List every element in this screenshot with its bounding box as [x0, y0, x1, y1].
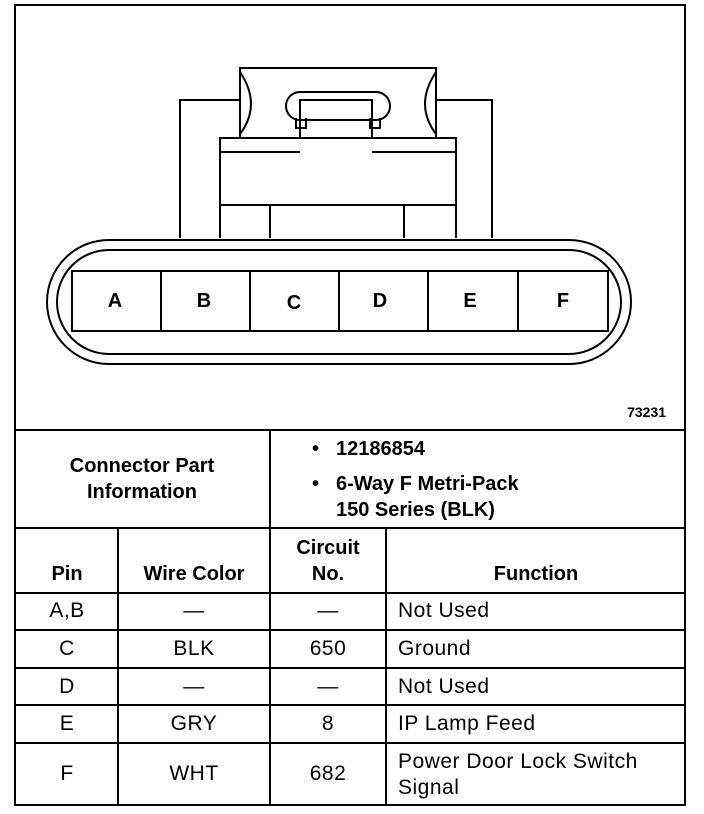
figure-number: 73231: [627, 404, 666, 420]
row-3-wire-color: —: [183, 675, 205, 698]
housing-right-outline: [436, 100, 492, 238]
row-4-pin: E: [59, 712, 75, 735]
header-wire-color: Wire Color: [143, 563, 245, 585]
row-2-pin: C: [59, 637, 75, 660]
pin-label-b: B: [196, 290, 212, 312]
row-1-pin: A,B: [49, 599, 85, 622]
row-2-function: Ground: [398, 637, 472, 660]
pin-label-a: A: [107, 290, 123, 312]
pin-label-e: E: [463, 290, 477, 312]
housing-left-outline: [180, 100, 240, 238]
header-circuit-line1: Circuit: [296, 537, 360, 559]
row-1-function: Not Used: [398, 599, 490, 622]
connector-info-label-line2: Information: [87, 481, 197, 503]
header-circuit-line2: No.: [311, 563, 345, 585]
bullet-2: •: [312, 473, 320, 495]
bullet-1: •: [312, 438, 320, 460]
pin-label-f: F: [556, 290, 570, 312]
part-description-line1: 6-Way F Metri-Pack: [336, 473, 519, 495]
lock-tab: [240, 68, 436, 138]
pin-label-d: D: [372, 290, 388, 312]
row-3-circuit: —: [317, 675, 339, 698]
part-description-line2: 150 Series (BLK): [336, 499, 495, 521]
row-5-circuit: 682: [309, 762, 347, 785]
pin-label-c: C: [286, 292, 302, 314]
row-2-circuit: 650: [309, 637, 347, 660]
row-5-wire-color: WHT: [169, 762, 219, 785]
row-3-pin: D: [59, 675, 75, 698]
header-pin: Pin: [51, 563, 83, 585]
connector-info-label-line1: Connector Part: [69, 455, 215, 477]
lock-slot: [286, 92, 390, 120]
row-5-function-line2: Signal: [398, 776, 460, 799]
lock-tab-left-curve: [240, 72, 251, 134]
part-number: 12186854: [336, 438, 425, 460]
row-1-wire-color: —: [183, 599, 205, 622]
lock-tab-right-curve: [425, 72, 436, 134]
row-4-function: IP Lamp Feed: [398, 712, 536, 735]
row-5-function-line1: Power Door Lock Switch: [398, 750, 638, 773]
row-4-circuit: 8: [321, 712, 335, 735]
row-3-function: Not Used: [398, 675, 490, 698]
row-4-wire-color: GRY: [170, 712, 218, 735]
row-5-pin: F: [60, 762, 74, 785]
header-function: Function: [493, 563, 579, 585]
row-1-circuit: —: [317, 599, 339, 622]
row-2-wire-color: BLK: [173, 637, 215, 660]
